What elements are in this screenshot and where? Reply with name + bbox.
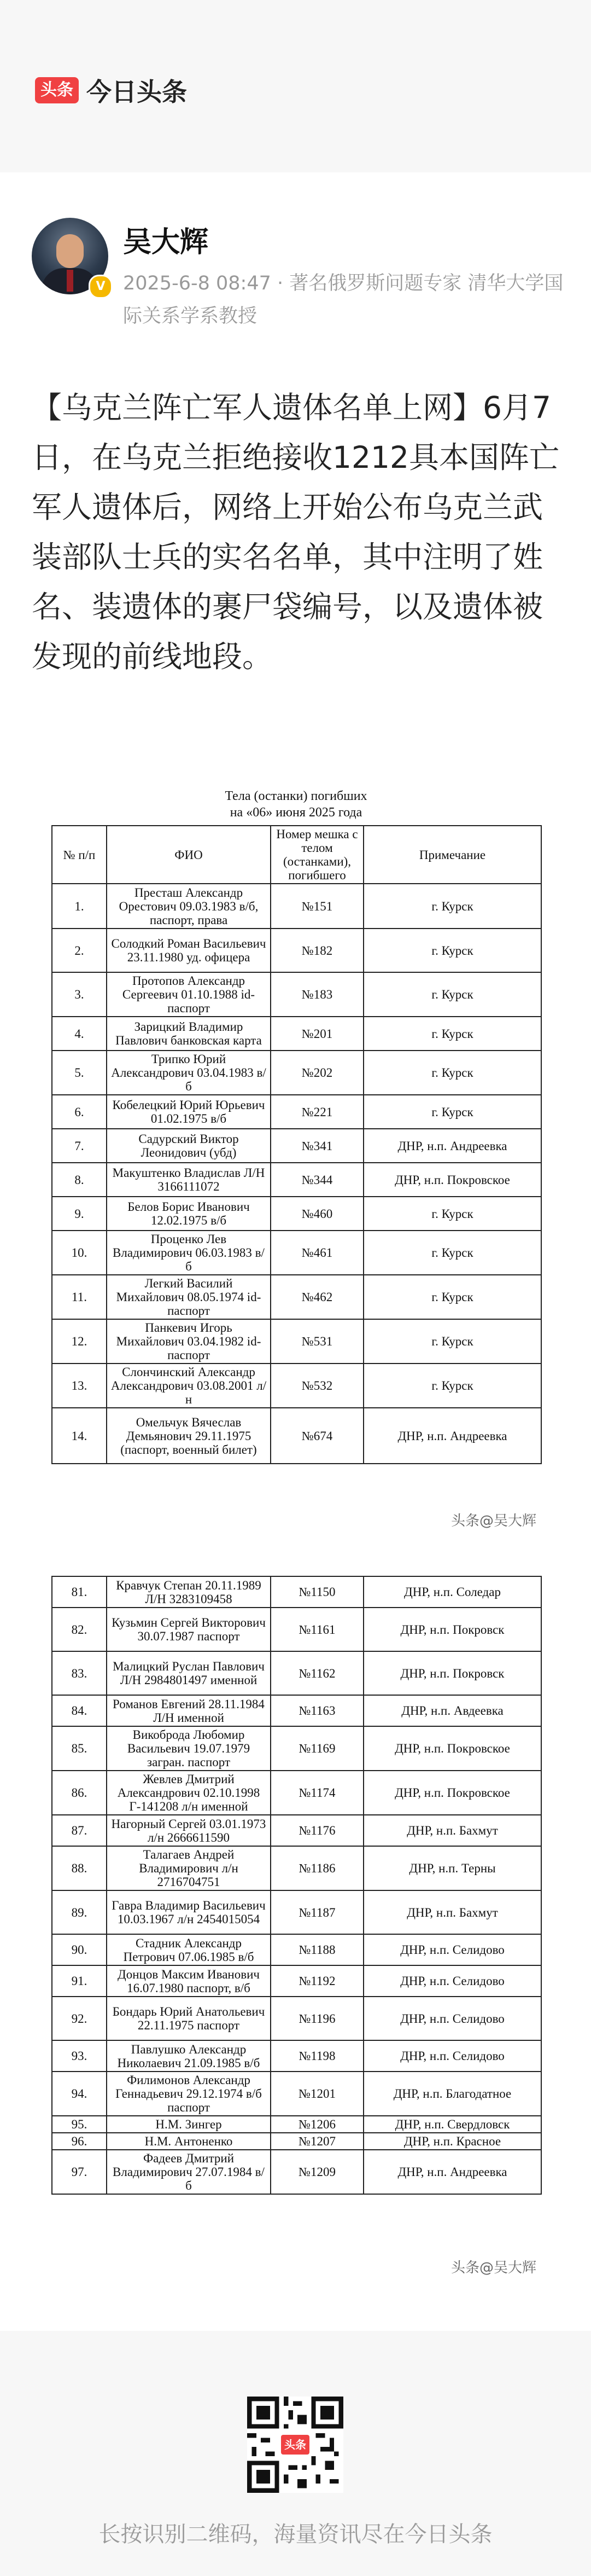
- table-row: [52, 884, 541, 929]
- row-note: ДНР, н.п. Селидово: [364, 2040, 541, 2072]
- table-row: [52, 1319, 541, 1364]
- row-fio: Солодкий Роман Васильевич 23.11.1980 уд. офицера: [107, 929, 271, 972]
- row-bag-number: №461: [271, 1231, 364, 1275]
- row-number: 94.: [52, 2072, 107, 2116]
- table-header-row: [52, 826, 541, 884]
- row-note: ДНР, н.п. Терны: [364, 1846, 541, 1890]
- row-note: ДНР, н.п. Авдеевка: [364, 1695, 541, 1726]
- row-fio: Жевлев Дмитрий Александрович 02.10.1998 Г-141208 л/н именной: [107, 1771, 271, 1815]
- table-row: [52, 1051, 541, 1095]
- row-bag-number: №221: [271, 1095, 364, 1129]
- row-number: 83.: [52, 1651, 107, 1695]
- row-fio: Кобелецкий Юрий Юрьевич 01.02.1975 в/б: [107, 1095, 271, 1129]
- app-name: 今日头条: [86, 77, 187, 107]
- row-note: ДНР, н.п. Соледар: [364, 1576, 541, 1608]
- row-number: 7.: [52, 1129, 107, 1163]
- row-bag-number: №344: [271, 1163, 364, 1197]
- row-note: ДНР, н.п. Покровское: [364, 1163, 541, 1197]
- row-number: 88.: [52, 1846, 107, 1890]
- brand-badge: 头条: [35, 77, 79, 103]
- row-fio: Н.М. Антоненко: [107, 2133, 271, 2150]
- document-title-line-2: на «06» июня 2025 года: [230, 805, 362, 820]
- row-number: 81.: [52, 1576, 107, 1608]
- header-bag: Номер мешка с телом (останками), погибшего: [271, 826, 364, 884]
- row-bag-number: №1169: [271, 1726, 364, 1771]
- row-bag-number: №151: [271, 884, 364, 929]
- row-fio: Филимонов Александр Геннадьевич 29.12.1974 в/б паспорт: [107, 2072, 271, 2116]
- header-note: Примечание: [364, 826, 541, 884]
- table-row: [52, 2150, 541, 2194]
- row-note: ДНР, н.п. Покровск: [364, 1608, 541, 1651]
- row-fio: Легкий Василий Михайлович 08.05.1974 id-паспорт: [107, 1275, 271, 1319]
- row-fio: Романов Евгений 28.11.1984 Л/Н именной: [107, 1695, 271, 1726]
- row-fio: Кравчук Степан 20.11.1989 Л/Н 3283109458: [107, 1576, 271, 1608]
- row-number: 85.: [52, 1726, 107, 1771]
- row-bag-number: №1188: [271, 1934, 364, 1965]
- row-note: ДНР, н.п. Покровское: [364, 1726, 541, 1771]
- table-row: [52, 1576, 541, 1608]
- row-bag-number: №1174: [271, 1771, 364, 1815]
- table-row: [52, 1408, 541, 1464]
- table-row: [52, 1129, 541, 1163]
- row-number: 91.: [52, 1965, 107, 1997]
- row-number: 1.: [52, 884, 107, 929]
- row-number: 92.: [52, 1997, 107, 2040]
- row-number: 11.: [52, 1275, 107, 1319]
- table-row: [52, 1163, 541, 1197]
- document-image-1[interactable]: [51, 788, 541, 1538]
- watermark: 头条@吴大辉: [450, 2260, 536, 2276]
- row-number: 13.: [52, 1364, 107, 1408]
- row-note: ДНР, н.п. Андреевка: [364, 2150, 541, 2194]
- row-bag-number: №201: [271, 1017, 364, 1051]
- table-row: [52, 2072, 541, 2116]
- row-fio: Кузьмин Сергей Викторович 30.07.1987 паспорт: [107, 1608, 271, 1651]
- row-number: 14.: [52, 1408, 107, 1464]
- row-bag-number: №462: [271, 1275, 364, 1319]
- row-fio: Нагорный Сергей 03.01.1973 л/н 2666611590: [107, 1815, 271, 1846]
- row-bag-number: №1196: [271, 1997, 364, 2040]
- row-bag-number: №674: [271, 1408, 364, 1464]
- row-number: 96.: [52, 2133, 107, 2150]
- row-note: ДНР, н.п. Селидово: [364, 1997, 541, 2040]
- watermark: 头条@吴大辉: [450, 1513, 536, 1529]
- row-bag-number: №1192: [271, 1965, 364, 1997]
- header-number: № п/п: [52, 826, 107, 884]
- brand-logo[interactable]: [35, 72, 187, 108]
- row-number: 95.: [52, 2116, 107, 2133]
- row-number: 3.: [52, 972, 107, 1017]
- row-note: г. Курск: [364, 1275, 541, 1319]
- row-note: г. Курск: [364, 1017, 541, 1051]
- row-note: г. Курск: [364, 972, 541, 1017]
- row-number: 87.: [52, 1815, 107, 1846]
- table-row: [52, 1846, 541, 1890]
- row-number: 4.: [52, 1017, 107, 1051]
- row-note: г. Курск: [364, 1231, 541, 1275]
- table-row: [52, 1364, 541, 1408]
- row-number: 12.: [52, 1319, 107, 1364]
- footer-caption: 长按识别二维码，海量资讯尽在今日头条: [98, 2522, 493, 2547]
- row-fio: Макуштенко Владислав Л/Н 3166111072: [107, 1163, 271, 1197]
- row-note: ДНР, н.п. Бахмут: [364, 1890, 541, 1934]
- row-number: 5.: [52, 1051, 107, 1095]
- table-row: [52, 1815, 541, 1846]
- row-bag-number: №460: [271, 1197, 364, 1231]
- table-row: [52, 2116, 541, 2133]
- row-bag-number: №1207: [271, 2133, 364, 2150]
- header-fio: ФИО: [107, 826, 271, 884]
- row-number: 97.: [52, 2150, 107, 2194]
- row-number: 6.: [52, 1095, 107, 1129]
- row-bag-number: №531: [271, 1319, 364, 1364]
- table-row: [52, 1651, 541, 1695]
- table-row: [52, 1197, 541, 1231]
- share-footer: [0, 2331, 591, 2576]
- row-fio: Зарицкий Владимир Павлович банковская карта: [107, 1017, 271, 1051]
- row-note: г. Курск: [364, 1197, 541, 1231]
- row-bag-number: №182: [271, 929, 364, 972]
- row-fio: Панкевич Игорь Михайлович 03.04.1982 id-паспорт: [107, 1319, 271, 1364]
- app-header: [0, 0, 591, 172]
- row-bag-number: №341: [271, 1129, 364, 1163]
- row-fio: Престаш Александр Орестович 09.03.1983 в/б, паспорт, права: [107, 884, 271, 929]
- row-note: ДНР, н.п. Покровск: [364, 1651, 541, 1695]
- row-note: ДНР, н.п. Селидово: [364, 1934, 541, 1965]
- author-name[interactable]: 吴大辉: [123, 226, 209, 259]
- table-row: [52, 1231, 541, 1275]
- row-note: ДНР, н.п. Андреевка: [364, 1408, 541, 1464]
- row-bag-number: №1206: [271, 2116, 364, 2133]
- row-number: 2.: [52, 929, 107, 972]
- row-note: г. Курск: [364, 884, 541, 929]
- row-number: 84.: [52, 1695, 107, 1726]
- row-bag-number: №1150: [271, 1576, 364, 1608]
- row-fio: Малицкий Руслан Павлович Л/Н 2984801497 именной: [107, 1651, 271, 1695]
- row-fio: Фадеев Дмитрий Владимирович 27.07.1984 в/б: [107, 2150, 271, 2194]
- row-bag-number: №1161: [271, 1608, 364, 1651]
- document-title-line-1: Тела (останки) погибших: [225, 789, 367, 803]
- row-fio: Проценко Лев Владимирович 06.03.1983 в/б: [107, 1231, 271, 1275]
- row-note: ДНР, н.п. Андреевка: [364, 1129, 541, 1163]
- row-fio: Протопов Александр Сергеевич 01.10.1988 id-паспорт: [107, 972, 271, 1017]
- table-row: [52, 1726, 541, 1771]
- row-note: г. Курск: [364, 1364, 541, 1408]
- row-bag-number: №1198: [271, 2040, 364, 2072]
- row-number: 86.: [52, 1771, 107, 1815]
- table-row: [52, 1997, 541, 2040]
- row-number: 89.: [52, 1890, 107, 1934]
- table-row: [52, 1771, 541, 1815]
- row-fio: Талагаев Андрей Владимирович л/н 2716704751: [107, 1846, 271, 1890]
- row-note: г. Курск: [364, 929, 541, 972]
- row-number: 10.: [52, 1231, 107, 1275]
- row-bag-number: №202: [271, 1051, 364, 1095]
- article-body: 【乌克兰阵亡军人遗体名单上网】6月7日，在乌克兰拒绝接收1212具本国阵亡军人遗体后，网络上开始公布乌克兰武装部队士兵的实名名单，其中注明了姓名、装遗体的裹尸袋编号，以及遗体被发现的前线地段。: [32, 390, 559, 674]
- table-row: [52, 1017, 541, 1051]
- row-fio: Белов Борис Иванович 12.02.1975 в/б: [107, 1197, 271, 1231]
- row-fio: Садурский Виктор Леонидович (убд): [107, 1129, 271, 1163]
- qr-code-icon[interactable]: [247, 2397, 343, 2493]
- row-bag-number: №1176: [271, 1815, 364, 1846]
- row-bag-number: №1187: [271, 1890, 364, 1934]
- document-title: [51, 788, 541, 821]
- row-bag-number: №183: [271, 972, 364, 1017]
- row-fio: Омельчук Вячеслав Демьянович 29.11.1975 (паспорт, военный билет): [107, 1408, 271, 1464]
- table-row: [52, 1934, 541, 1965]
- row-bag-number: №1186: [271, 1846, 364, 1890]
- casualty-table-1: [51, 825, 542, 1464]
- author-meta: 2025-6-8 08:47 · 著名俄罗斯问题专家 清华大学国际关系学系教授: [123, 272, 564, 327]
- row-fio: Трипко Юрий Александрович 03.04.1983 в/б: [107, 1051, 271, 1095]
- row-bag-number: №1163: [271, 1695, 364, 1726]
- row-fio: Викоброда Любомир Васильевич 19.07.1979 загран. паспорт: [107, 1726, 271, 1771]
- row-number: 93.: [52, 2040, 107, 2072]
- verified-icon: V: [89, 275, 113, 299]
- table-row: [52, 929, 541, 972]
- row-fio: Бондарь Юрий Анатольевич 22.11.1975 паспорт: [107, 1997, 271, 2040]
- row-note: г. Курск: [364, 1095, 541, 1129]
- row-note: ДНР, н.п. Благодатное: [364, 2072, 541, 2116]
- row-bag-number: №1162: [271, 1651, 364, 1695]
- row-note: ДНР, н.п. Свердловск: [364, 2116, 541, 2133]
- row-fio: Павлушко Александр Николаевич 21.09.1985 в/б: [107, 2040, 271, 2072]
- row-note: ДНР, н.п. Бахмут: [364, 1815, 541, 1846]
- table-row: [52, 1695, 541, 1726]
- row-note: ДНР, н.п. Селидово: [364, 1965, 541, 1997]
- row-bag-number: №1209: [271, 2150, 364, 2194]
- row-number: 9.: [52, 1197, 107, 1231]
- table-row: [52, 1275, 541, 1319]
- table-row: [52, 1965, 541, 1997]
- document-image-2[interactable]: [51, 1576, 541, 2290]
- author-block: [32, 218, 567, 344]
- row-note: ДНР, н.п. Красное: [364, 2133, 541, 2150]
- row-bag-number: №1201: [271, 2072, 364, 2116]
- row-fio: Гавра Владимир Васильевич 10.03.1967 л/н 2454015054: [107, 1890, 271, 1934]
- row-number: 8.: [52, 1163, 107, 1197]
- row-note: г. Курск: [364, 1319, 541, 1364]
- table-row: [52, 1095, 541, 1129]
- row-number: 82.: [52, 1608, 107, 1651]
- row-fio: Слончинский Александр Александрович 03.08.2001 л/н: [107, 1364, 271, 1408]
- table-row: [52, 972, 541, 1017]
- table-row: [52, 2133, 541, 2150]
- row-number: 90.: [52, 1934, 107, 1965]
- table-row: [52, 2040, 541, 2072]
- row-fio: Н.М. Зингер: [107, 2116, 271, 2133]
- table-row: [52, 1890, 541, 1934]
- row-bag-number: №532: [271, 1364, 364, 1408]
- casualty-table-2: [51, 1576, 542, 2195]
- table-row: [52, 1608, 541, 1651]
- row-note: ДНР, н.п. Покровское: [364, 1771, 541, 1815]
- row-fio: Стадник Александр Петрович 07.06.1985 в/б: [107, 1934, 271, 1965]
- row-note: г. Курск: [364, 1051, 541, 1095]
- qr-badge: 头条: [281, 2435, 309, 2455]
- row-fio: Донцов Максим Иванович 16.07.1980 паспорт, в/б: [107, 1965, 271, 1997]
